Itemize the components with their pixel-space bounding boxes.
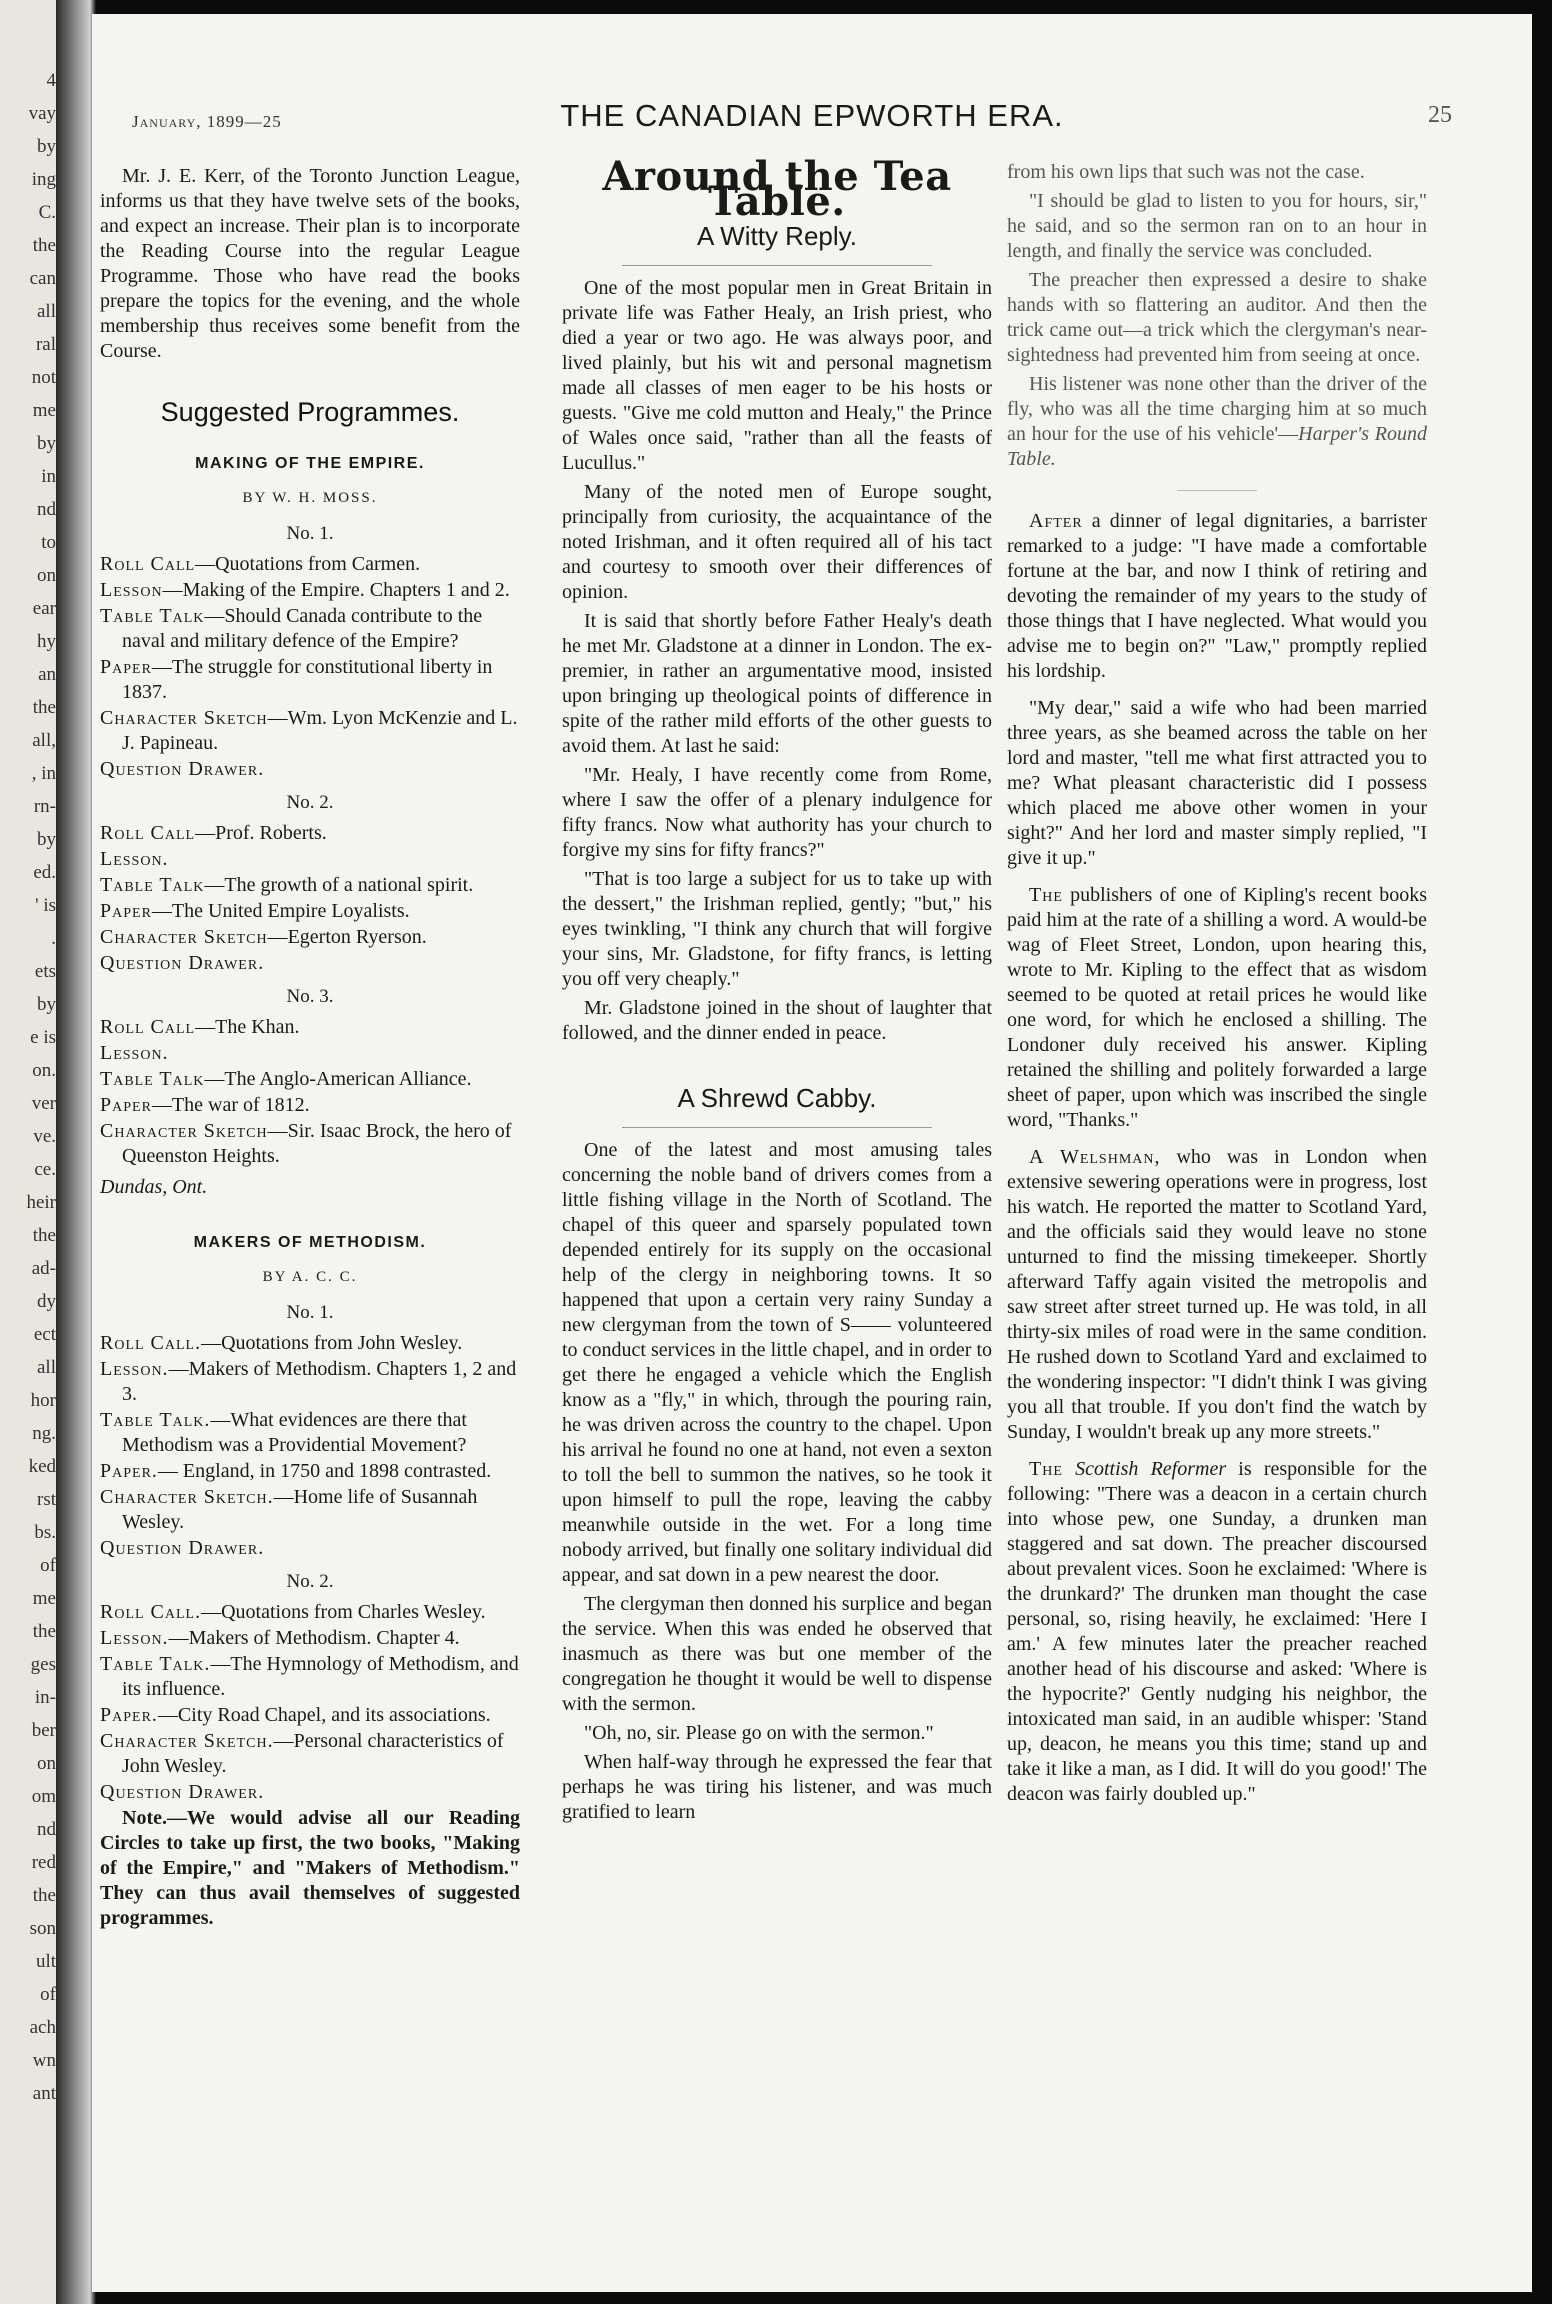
- programme-number: No. 1.: [286, 523, 334, 544]
- previous-page-fragment: , in: [31, 763, 56, 784]
- programme-item-text: —Prof. Roberts.: [195, 822, 327, 844]
- programme-item: [100, 1780, 520, 1805]
- programme-number: No. 3.: [286, 986, 334, 1007]
- programme-item-text: —The struggle for constitutional liberty in 1837.: [122, 656, 493, 703]
- programme-item-label: Paper: [100, 1094, 152, 1116]
- programme-item: [100, 757, 520, 782]
- programme-item-label: Roll Call: [100, 822, 196, 844]
- page-header: [92, 98, 1532, 138]
- previous-page-fragment: ect: [33, 1324, 56, 1345]
- programme-title-empire: MAKING OF THE EMPIRE.: [195, 455, 425, 472]
- previous-page-fragment: of: [40, 1555, 56, 1576]
- paragraph: One of the most popular men in Great Britain in private life was Father Healy, an Irish priest, who died a year or two ago. He was always poor, and lived plainly, but his wit and personal magnetism made all classes of men eager to be his hosts or guests. "Give me cold mutton and Healy," the Prince of Wales once said, "rather than all the feasts of Lucullus.": [562, 277, 992, 474]
- previous-page-fragment: ral: [35, 334, 56, 355]
- previous-page-fragment: all: [37, 301, 56, 322]
- book-gutter: [56, 0, 96, 2304]
- programme-item: [100, 951, 520, 976]
- previous-page-fragment: hy: [37, 631, 56, 652]
- article-title-shrewd-cabby: A Shrewd Cabby.: [677, 1083, 877, 1113]
- masthead-title: THE CANADIAN EPWORTH ERA.: [560, 98, 1064, 133]
- programme-item-label: Lesson: [100, 579, 163, 601]
- column-middle: [562, 153, 992, 1829]
- programme-item: [100, 1408, 520, 1458]
- programme-item: [100, 1536, 520, 1561]
- previous-page-fragment: to: [41, 532, 56, 553]
- anecdote-text: "My dear," said a wife who had been married three years, as she beamed across the table on her lord and master, "tell me what first attracted you to me? What pleasant characteristic did I possess which placed me above other women in your sight?" And her lord and master simply replied, "I give it up.": [1007, 697, 1427, 869]
- anecdote-paragraph: [1007, 1457, 1427, 1807]
- programme-item-label: Question Drawer.: [100, 1781, 265, 1803]
- anecdote-lead: After: [1029, 510, 1083, 532]
- previous-page-fragment: can: [29, 268, 56, 289]
- previous-page-fragment: of: [40, 1984, 56, 2005]
- programme-item-text: —Makers of Methodism. Chapters 1, 2 and 3.: [122, 1358, 517, 1405]
- title-rule: [622, 265, 932, 266]
- programme-item-label: Character Sketch: [100, 1120, 268, 1142]
- paragraph: The clergyman then donned his surplice and began the service. When this was ended he observed that inasmuch as there was but one member of the congregation he thought it would be well to dispense with the sermon.: [562, 1593, 992, 1715]
- programme-item-label: Character Sketch: [100, 926, 268, 948]
- previous-page-fragment: ber: [31, 1720, 56, 1741]
- programme-item-text: —What evidences are there that Methodism was a Providential Movement?: [122, 1409, 467, 1456]
- paragraph: One of the latest and most amusing tales concerning the noble band of drivers comes from a little fishing village in the North of Scotland. The chapel of this queer and sparsely populated town depended entirely for its supply on the occasional help of the clergy in neighboring towns. It so happened that upon a certain very rainy Sunday a new clergyman from the town of S—— volunteered to conduct services in the little chapel, and in order to get there he engaged a vehicle which the English know as a "fly," in which, through the pouring rain, he was driven across the country to the chapel. Upon his arrival he found no one at hand, not even a sexton to toll the bell to summon the natives, so he took it upon himself to pull the rope, leaving the cabby meanwhile outside in the wet. For a long time nobody arrived, but finally one solitary individual did appear, and sat down in a pew nearest the door.: [562, 1139, 992, 1586]
- programme-item: [100, 873, 520, 898]
- programme-item-text: —Wm. Lyon McKenzie and L. J. Papineau.: [122, 707, 518, 754]
- previous-page-fragment: bs.: [34, 1522, 56, 1543]
- programme-item-text: —Egerton Ryerson.: [267, 926, 427, 948]
- section-title-tea-table: Around the Tea Table.: [602, 153, 952, 225]
- programme-title-methodism: MAKERS OF METHODISM.: [193, 1234, 427, 1251]
- previous-page-fragment: ach: [29, 2017, 56, 2038]
- programme-item-label: Paper: [100, 900, 152, 922]
- paragraph: from his own lips that such was not the case.: [1007, 161, 1365, 183]
- programme-byline-methodism: BY A. C. C.: [262, 1269, 358, 1285]
- previous-page-fragment: all: [37, 1357, 56, 1378]
- programme-item-label: Lesson.: [100, 1358, 169, 1380]
- programme-item-label: Lesson.: [100, 1042, 169, 1064]
- programme-item-label: Roll Call: [100, 553, 196, 575]
- previous-page-fragment: by: [37, 136, 56, 157]
- column-right: [1007, 160, 1427, 1819]
- programme-item-label: Paper.: [100, 1704, 158, 1726]
- previous-page-fragment: nd: [37, 1819, 56, 1840]
- previous-page-fragment: 4: [46, 70, 56, 91]
- page-number: 25: [1428, 102, 1452, 128]
- programme-item-label: Roll Call.: [100, 1601, 202, 1623]
- programme-item-text: —Quotations from Carmen.: [195, 553, 421, 575]
- article-title-witty-reply: A Witty Reply.: [697, 221, 857, 251]
- paragraph: "Oh, no, sir. Please go on with the sermon.": [584, 1722, 934, 1744]
- previous-page-fragment: vay: [28, 103, 56, 124]
- programme-item-label: Table Talk: [100, 605, 205, 627]
- anecdote-paragraph: [1007, 1145, 1427, 1445]
- programme-item: [100, 706, 520, 756]
- paragraph: The preacher then expressed a desire to shake hands with so flattering an auditor. And then the trick came out—a trick which the clergyman's near-sightedness had prevented him from seeing at once.: [1007, 269, 1427, 366]
- previous-page-fragment: ked: [28, 1456, 56, 1477]
- previous-page-edge: [0, 0, 58, 2304]
- reading-circle-note: Note.—We would advise all our Reading Circles to take up first, the two books, "Making of the Empire," and "Makers of Methodism." They can thus avail themselves of suggested programmes.: [100, 1807, 520, 1929]
- intro-paragraph: Mr. J. E. Kerr, of the Toronto Junction League, informs us that they have twelve sets of the books, and expect an increase. Their plan is to incorporate the Reading Course into the regular League Programme. Those who have read the books prepare the topics for the evening, and the whole membership thus receives some benefit from the Course.: [100, 165, 520, 362]
- programme-item: [100, 1485, 520, 1535]
- programme-item: [100, 655, 520, 705]
- programme-item: [100, 925, 520, 950]
- anecdote-paragraph: [1007, 883, 1427, 1133]
- programme-item-label: Lesson.: [100, 1627, 169, 1649]
- programme-item-label: Question Drawer.: [100, 758, 265, 780]
- programme-item-label: Table Talk: [100, 874, 205, 896]
- previous-page-fragment: ult: [35, 1951, 56, 1972]
- previous-page-fragment: an: [38, 664, 56, 685]
- section-title-programmes: Suggested Programmes.: [160, 397, 460, 427]
- programme-item: [100, 1626, 520, 1651]
- programme-item-text: —Quotations from Charles Wesley.: [201, 1601, 486, 1623]
- anecdote-paragraph: [1007, 509, 1427, 684]
- empire-programme-list: [100, 521, 520, 1169]
- issue-date: January, 1899—25: [132, 112, 282, 131]
- programme-item-label: Table Talk.: [100, 1409, 211, 1431]
- programme-item: [100, 1093, 520, 1118]
- programme-item: [100, 1600, 520, 1625]
- previous-page-fragment: hor: [30, 1390, 56, 1411]
- programme-item-label: Roll Call: [100, 1016, 196, 1038]
- programme-item: [100, 1067, 520, 1092]
- programme-item-text: —City Road Chapel, and its associations.: [157, 1704, 491, 1726]
- source-credit: Harper's Round Table.: [1007, 423, 1427, 470]
- previous-page-fragment: by: [37, 433, 56, 454]
- programme-item: [100, 1357, 520, 1407]
- paragraph: Many of the noted men of Europe sought, principally from curiosity, the acquaintance of the noted Irishman, and it often required all of his tact and courtesy to smooth over their differences of opinion.: [562, 481, 992, 603]
- programme-byline-empire: BY W. H. MOSS.: [242, 490, 378, 506]
- programme-item-text: —Should Canada contribute to the naval and military defence of the Empire?: [122, 605, 483, 652]
- anecdote-text: a dinner of legal dignitaries, a barrister remarked to a judge: "I have made a comfortable fortune at the bar, and now I think of retiring and devoting the remainder of my years to the study of those things that I have neglected. What would you advise me to begin on?" "Law," promptly replied his lordship.: [1007, 510, 1427, 682]
- previous-page-fragment: ant: [32, 2083, 56, 2104]
- programme-item-text: —Home life of Susannah Wesley.: [122, 1486, 478, 1533]
- previous-page-fragment: me: [32, 400, 56, 421]
- programme-item: [100, 604, 520, 654]
- previous-page-fragment: the: [32, 235, 56, 256]
- anecdote-text: is responsible for the following: "There was a deacon in a certain church into whose pew, one Sunday, a drunken man staggered and sat down. The preacher discoursed about prevalent vices. Soon he exclaimed: 'Where is the drunkard?' The drunken man thought the case personal, so, rising heavily, he exclaimed: 'Here I am.' A few minutes later the preacher reached another head of his discourse and asked: 'Where is the hypocrite?' Gently nudging his neighbor, the intoxicated man said, in an audible whisper: 'Stand up, deacon, he means you this time; stand up and take it like a man, as I did. It will do you good!' The deacon was fairly doubled up.": [1007, 1458, 1428, 1805]
- previous-page-fragment: red: [31, 1852, 56, 1873]
- previous-page-fragment: in-: [34, 1687, 56, 1708]
- programme-item-label: Roll Call.: [100, 1332, 202, 1354]
- previous-page-fragment: the: [32, 1621, 56, 1642]
- programme-item: [100, 1703, 520, 1728]
- previous-page-fragment: not: [31, 367, 56, 388]
- previous-page-fragment: heir: [26, 1192, 56, 1213]
- paragraph: "I should be glad to listen to you for hours, sir," he said, and so the sermon ran on to an hour in length, and finally the service was concluded.: [1007, 190, 1427, 262]
- paragraph: Mr. Gladstone joined in the shout of laughter that followed, and the dinner ended in peace.: [562, 997, 992, 1044]
- place-line: Dundas, Ont.: [100, 1176, 208, 1198]
- previous-page-fragment: ' is: [35, 895, 56, 916]
- title-rule: [622, 1127, 932, 1128]
- programme-item: [100, 1015, 520, 1040]
- previous-page-fragment: rst: [37, 1489, 56, 1510]
- programme-item: [100, 1729, 520, 1779]
- article-shrewd-cabby: [562, 1138, 992, 1825]
- programme-item-text: —Quotations from John Wesley.: [201, 1332, 463, 1354]
- programme-item-label: Question Drawer.: [100, 1537, 265, 1559]
- previous-page-fragment: ad-: [31, 1258, 56, 1279]
- anecdote-text: who was in London when extensive sewering operations were in progress, lost his watch. He reported the matter to Scotland Yard, and the officials said they would leave no stone unturned to find the missing timekeeper. Shortly afterward Taffy again visited the metropolis and saw street after street turned up. He was told, in all thirty-six miles of road were in the same condition. He rushed down to Scotland Yard and exclaimed to the wondering inspector: "I didn't think I was giving you all that trouble. If you don't find the watch by Sunday, I wouldn't break up any more streets.": [1007, 1146, 1427, 1443]
- previous-page-fragment: rn-: [33, 796, 56, 817]
- previous-page-fragment: .: [51, 928, 56, 949]
- previous-page-fragment: ear: [32, 598, 56, 619]
- newspaper-page: [92, 14, 1532, 2292]
- previous-page-fragment: the: [32, 1225, 56, 1246]
- programme-item-label: Question Drawer.: [100, 952, 265, 974]
- previous-page-fragment: me: [32, 1588, 56, 1609]
- programme-item: [100, 552, 520, 577]
- programme-item: [100, 821, 520, 846]
- programme-item-label: Table Talk: [100, 1068, 205, 1090]
- previous-page-fragment: on: [37, 565, 56, 586]
- previous-page-fragment: dy: [37, 1291, 56, 1312]
- programme-item-text: —Sir. Isaac Brock, the hero of Queenston Heights.: [122, 1120, 512, 1167]
- previous-page-fragment: in: [41, 466, 56, 487]
- previous-page-fragment: on.: [32, 1060, 56, 1081]
- programme-item-label: Table Talk.: [100, 1653, 211, 1675]
- anecdote-paragraph: [1007, 696, 1427, 871]
- programme-item-text: —The Hymnology of Methodism, and its influence.: [122, 1653, 519, 1700]
- programme-item: [100, 847, 520, 872]
- previous-page-fragment: by: [37, 829, 56, 850]
- paragraph: When half-way through he expressed the fear that perhaps he was tiring his listener, and was much gratified to learn: [562, 1751, 992, 1823]
- previous-page-fragment: ng.: [32, 1423, 56, 1444]
- programme-item: [100, 1041, 520, 1066]
- column-left: [100, 164, 520, 1935]
- programme-item-label: Lesson.: [100, 848, 169, 870]
- programme-item: [100, 578, 520, 603]
- article-witty-reply: [562, 276, 992, 1046]
- methodism-programme-list: [100, 1300, 520, 1805]
- previous-page-fragment: the: [32, 697, 56, 718]
- programme-item-text: —The war of 1812.: [151, 1094, 310, 1116]
- anecdote-lead: The: [1029, 1458, 1063, 1480]
- anecdote-text: publishers of one of Kipling's recent books paid him at the rate of a shilling a word. A would-be wag of Fleet Street, London, upon hearing this, wrote to Mr. Kipling to the effect that as wisdom seemed to be quoted at retail prices he would like one word, for which he enclosed a shilling. The Londoner duly received his answer. Kipling retained the shilling and politely forwarded a large sheet of paper, upon which was inscribed the single word, "Thanks.": [1007, 884, 1427, 1131]
- previous-page-fragment: ets: [34, 961, 56, 982]
- previous-page-fragment: nd: [37, 499, 56, 520]
- programme-item-label: Character Sketch.: [100, 1730, 274, 1752]
- previous-page-fragment: ve.: [33, 1126, 56, 1147]
- previous-page-fragment: C.: [38, 202, 56, 223]
- programme-item-text: —The Khan.: [195, 1016, 300, 1038]
- previous-page-fragment: ce.: [34, 1159, 56, 1180]
- programme-item: [100, 899, 520, 924]
- programme-item-text: —Makers of Methodism. Chapter 4.: [168, 1627, 460, 1649]
- programme-item-label: Character Sketch: [100, 707, 268, 729]
- programme-item-text: —Personal characteristics of John Wesley.: [122, 1730, 504, 1777]
- previous-page-fragment: all,: [32, 730, 56, 751]
- programme-item-text: —The United Empire Loyalists.: [151, 900, 410, 922]
- programme-item: [100, 1119, 520, 1169]
- paragraph: It is said that shortly before Father Healy's death he met Mr. Gladstone at a dinner in London. The ex-premier, in rather an argumentative mood, insisted upon bringing up theological points of difference in spite of the rather mild efforts of the other guests to avoid them. At last he said:: [562, 610, 992, 757]
- programme-number: No. 1.: [286, 1302, 334, 1323]
- previous-page-fragment: ver: [31, 1093, 56, 1114]
- programme-item-text: —The Anglo-American Alliance.: [204, 1068, 472, 1090]
- anecdote-list: [1007, 509, 1427, 1807]
- programme-number: No. 2.: [286, 792, 334, 813]
- previous-page-fragment: the: [32, 1885, 56, 1906]
- programme-item-label: Character Sketch.: [100, 1486, 274, 1508]
- paragraph: "Mr. Healy, I have recently come from Rome, where I saw the offer of a plenary indulgence for fifty francs. Now what authority has your church to forgive my sins for fifty francs?": [562, 764, 992, 861]
- programme-item: [100, 1459, 520, 1484]
- anecdote-lead: A Welshman,: [1029, 1146, 1161, 1168]
- programme-item: [100, 1652, 520, 1702]
- separator-rule: [1177, 490, 1257, 491]
- previous-page-fragment: ges: [30, 1654, 56, 1675]
- paragraph: His listener was none other than the driver of the fly, who was all the time charging him at so much an hour for the use of his vehicle'—Harper's Round Table.: [1007, 373, 1427, 470]
- paragraph: "That is too large a subject for us to take up with the dessert," the Irishman replied, gently; "but," his eyes twinkling, "I think any church that will forgive your sins, Mr. Gladstone, for fifty francs, is letting you off very cheaply.": [562, 868, 992, 990]
- programme-number: No. 2.: [286, 1571, 334, 1592]
- previous-page-fragment: son: [29, 1918, 56, 1939]
- previous-page-fragment: on: [37, 1753, 56, 1774]
- programme-item-label: Paper.: [100, 1460, 158, 1482]
- programme-item-label: Paper: [100, 656, 152, 678]
- programme-item-text: —The growth of a national spirit.: [204, 874, 474, 896]
- previous-page-fragment: by: [37, 994, 56, 1015]
- previous-page-fragment: om: [31, 1786, 56, 1807]
- publication-name: Scottish Reformer: [1075, 1458, 1227, 1480]
- previous-page-fragment: e is: [30, 1027, 56, 1048]
- article-continuation: [1007, 160, 1427, 472]
- anecdote-lead: The: [1029, 884, 1063, 906]
- programme-item-text: —Making of the Empire. Chapters 1 and 2.: [162, 579, 510, 601]
- previous-page-fragment: ing: [31, 169, 56, 190]
- previous-page-fragment: wn: [32, 2050, 56, 2071]
- previous-page-fragment: ed.: [33, 862, 56, 883]
- programme-item-text: — England, in 1750 and 1898 contrasted.: [157, 1460, 492, 1482]
- programme-item: [100, 1331, 520, 1356]
